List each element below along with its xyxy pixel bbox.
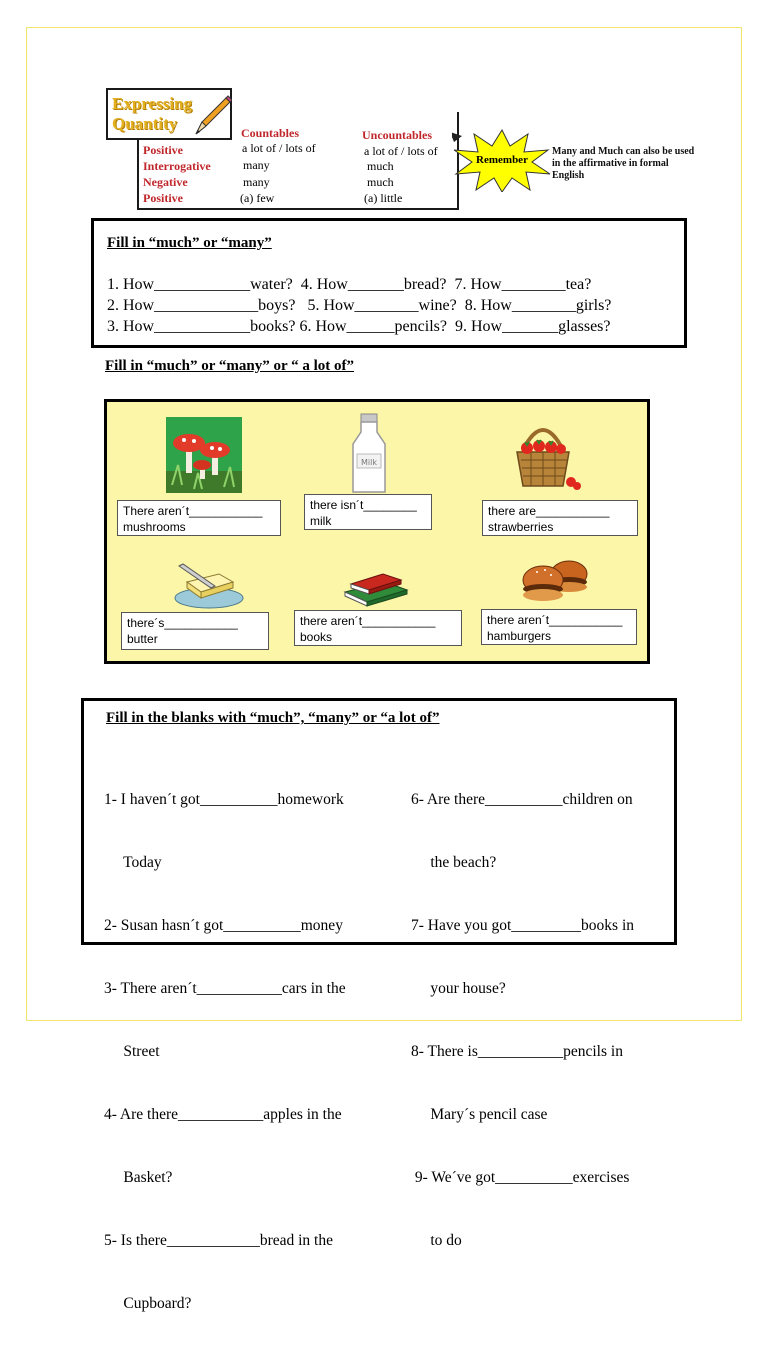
label-hamburgers: there aren´t___________ hamburgers <box>481 609 637 645</box>
label-mushrooms: There aren´t___________ mushrooms <box>117 500 281 536</box>
label-milk: there isn´t________ milk <box>304 494 432 530</box>
cell-uncountable-positive: a lot of / lots of <box>364 144 438 158</box>
exercise-1-line: 2. How_____________boys? 5. How________wine? 8. How________girls? <box>107 297 612 314</box>
header-countables: Countables <box>241 126 300 140</box>
exercise-3-line: 7- Have you got_________books in <box>411 917 635 934</box>
title-line-2: Quantity <box>112 114 178 133</box>
exercise-3-line: Basket? <box>104 1169 173 1186</box>
exercise-3-heading: Fill in the blanks with “much”, “many” or “a lot of” <box>106 710 440 726</box>
svg-text:Milk: Milk <box>361 458 377 467</box>
exercise-1-line: 1. How____________water? 4. How_______bread? 7. How________tea? <box>107 276 592 293</box>
exercise-3-line: 4- Are there___________apples in the <box>104 1106 342 1123</box>
exercise-3-line: Mary´s pencil case <box>411 1106 548 1123</box>
row-label-positive: Positive <box>143 143 183 157</box>
exercise-3-right-column <box>411 747 634 1293</box>
label-strawberries: there are___________ strawberries <box>482 500 638 536</box>
exercise-3-line: Street <box>104 1043 160 1060</box>
cell-uncountable-little: (a) little <box>364 191 403 205</box>
header-uncountables: Uncountables <box>362 128 433 142</box>
title-line-1: Expressing <box>112 94 192 113</box>
title-box <box>106 88 232 140</box>
row-label-negative: Negative <box>143 175 188 189</box>
hamburgers-picture <box>517 556 591 606</box>
label-books: there aren´t___________ books <box>294 610 462 646</box>
exercise-3-line: 6- Are there__________children on <box>411 791 633 808</box>
exercise-3-line: 5- Is there____________bread in the <box>104 1232 333 1249</box>
remember-label: Remember <box>476 154 528 166</box>
exercise-3-line: Cupboard? <box>104 1295 192 1312</box>
exercise-3-box <box>81 698 677 1312</box>
butter-dish-picture <box>171 560 247 612</box>
exercise-3-line: to do <box>411 1232 462 1249</box>
exercise-3-left-column <box>104 747 346 1356</box>
exercise-1-line: 3. How____________books? 6. How______pencils? 9. How_______glasses? <box>107 318 611 335</box>
pencil-icon <box>192 92 232 138</box>
exercise-3-line: 2- Susan hasn´t got__________money <box>104 917 343 934</box>
cell-countable-interrogative: many <box>243 158 270 172</box>
exercise-2-picture-box <box>104 399 650 664</box>
label-butter: there´s___________ butter <box>121 612 269 650</box>
exercise-1-heading: Fill in “much” or “many” <box>107 235 272 251</box>
remember-note: Many and Much can also be used in the affirmative in formal English <box>552 146 695 181</box>
exercise-3-line: the beach? <box>411 854 497 871</box>
cell-countable-few: (a) few <box>240 191 275 205</box>
exercise-3-line: your house? <box>411 980 506 997</box>
row-label-positive-2: Positive <box>143 191 183 205</box>
cell-uncountable-interrogative: much <box>367 159 394 173</box>
remember-starburst-icon <box>452 128 552 192</box>
row-label-interrogative: Interrogative <box>143 159 211 173</box>
cell-countable-positive: a lot of / lots of <box>242 141 316 155</box>
exercise-3-line: 3- There aren´t___________cars in the <box>104 980 346 997</box>
mushrooms-picture <box>164 415 244 495</box>
exercise-3-line: 9- We´ve got__________exercises <box>411 1169 630 1186</box>
title <box>112 94 192 134</box>
cell-countable-negative: many <box>243 175 270 189</box>
exercise-3-line: Today <box>104 854 162 871</box>
exercise-3-line: 1- I haven´t got__________homework <box>104 791 344 808</box>
cell-uncountable-negative: much <box>367 175 394 189</box>
books-picture <box>339 568 411 608</box>
strawberry-basket-picture <box>511 416 583 492</box>
exercise-1-box <box>91 218 687 348</box>
exercise-3-line: 8- There is___________pencils in <box>411 1043 623 1060</box>
exercise-2-heading: Fill in “much” or “many” or “ a lot of” <box>105 358 355 374</box>
milk-bottle-picture <box>349 412 389 496</box>
